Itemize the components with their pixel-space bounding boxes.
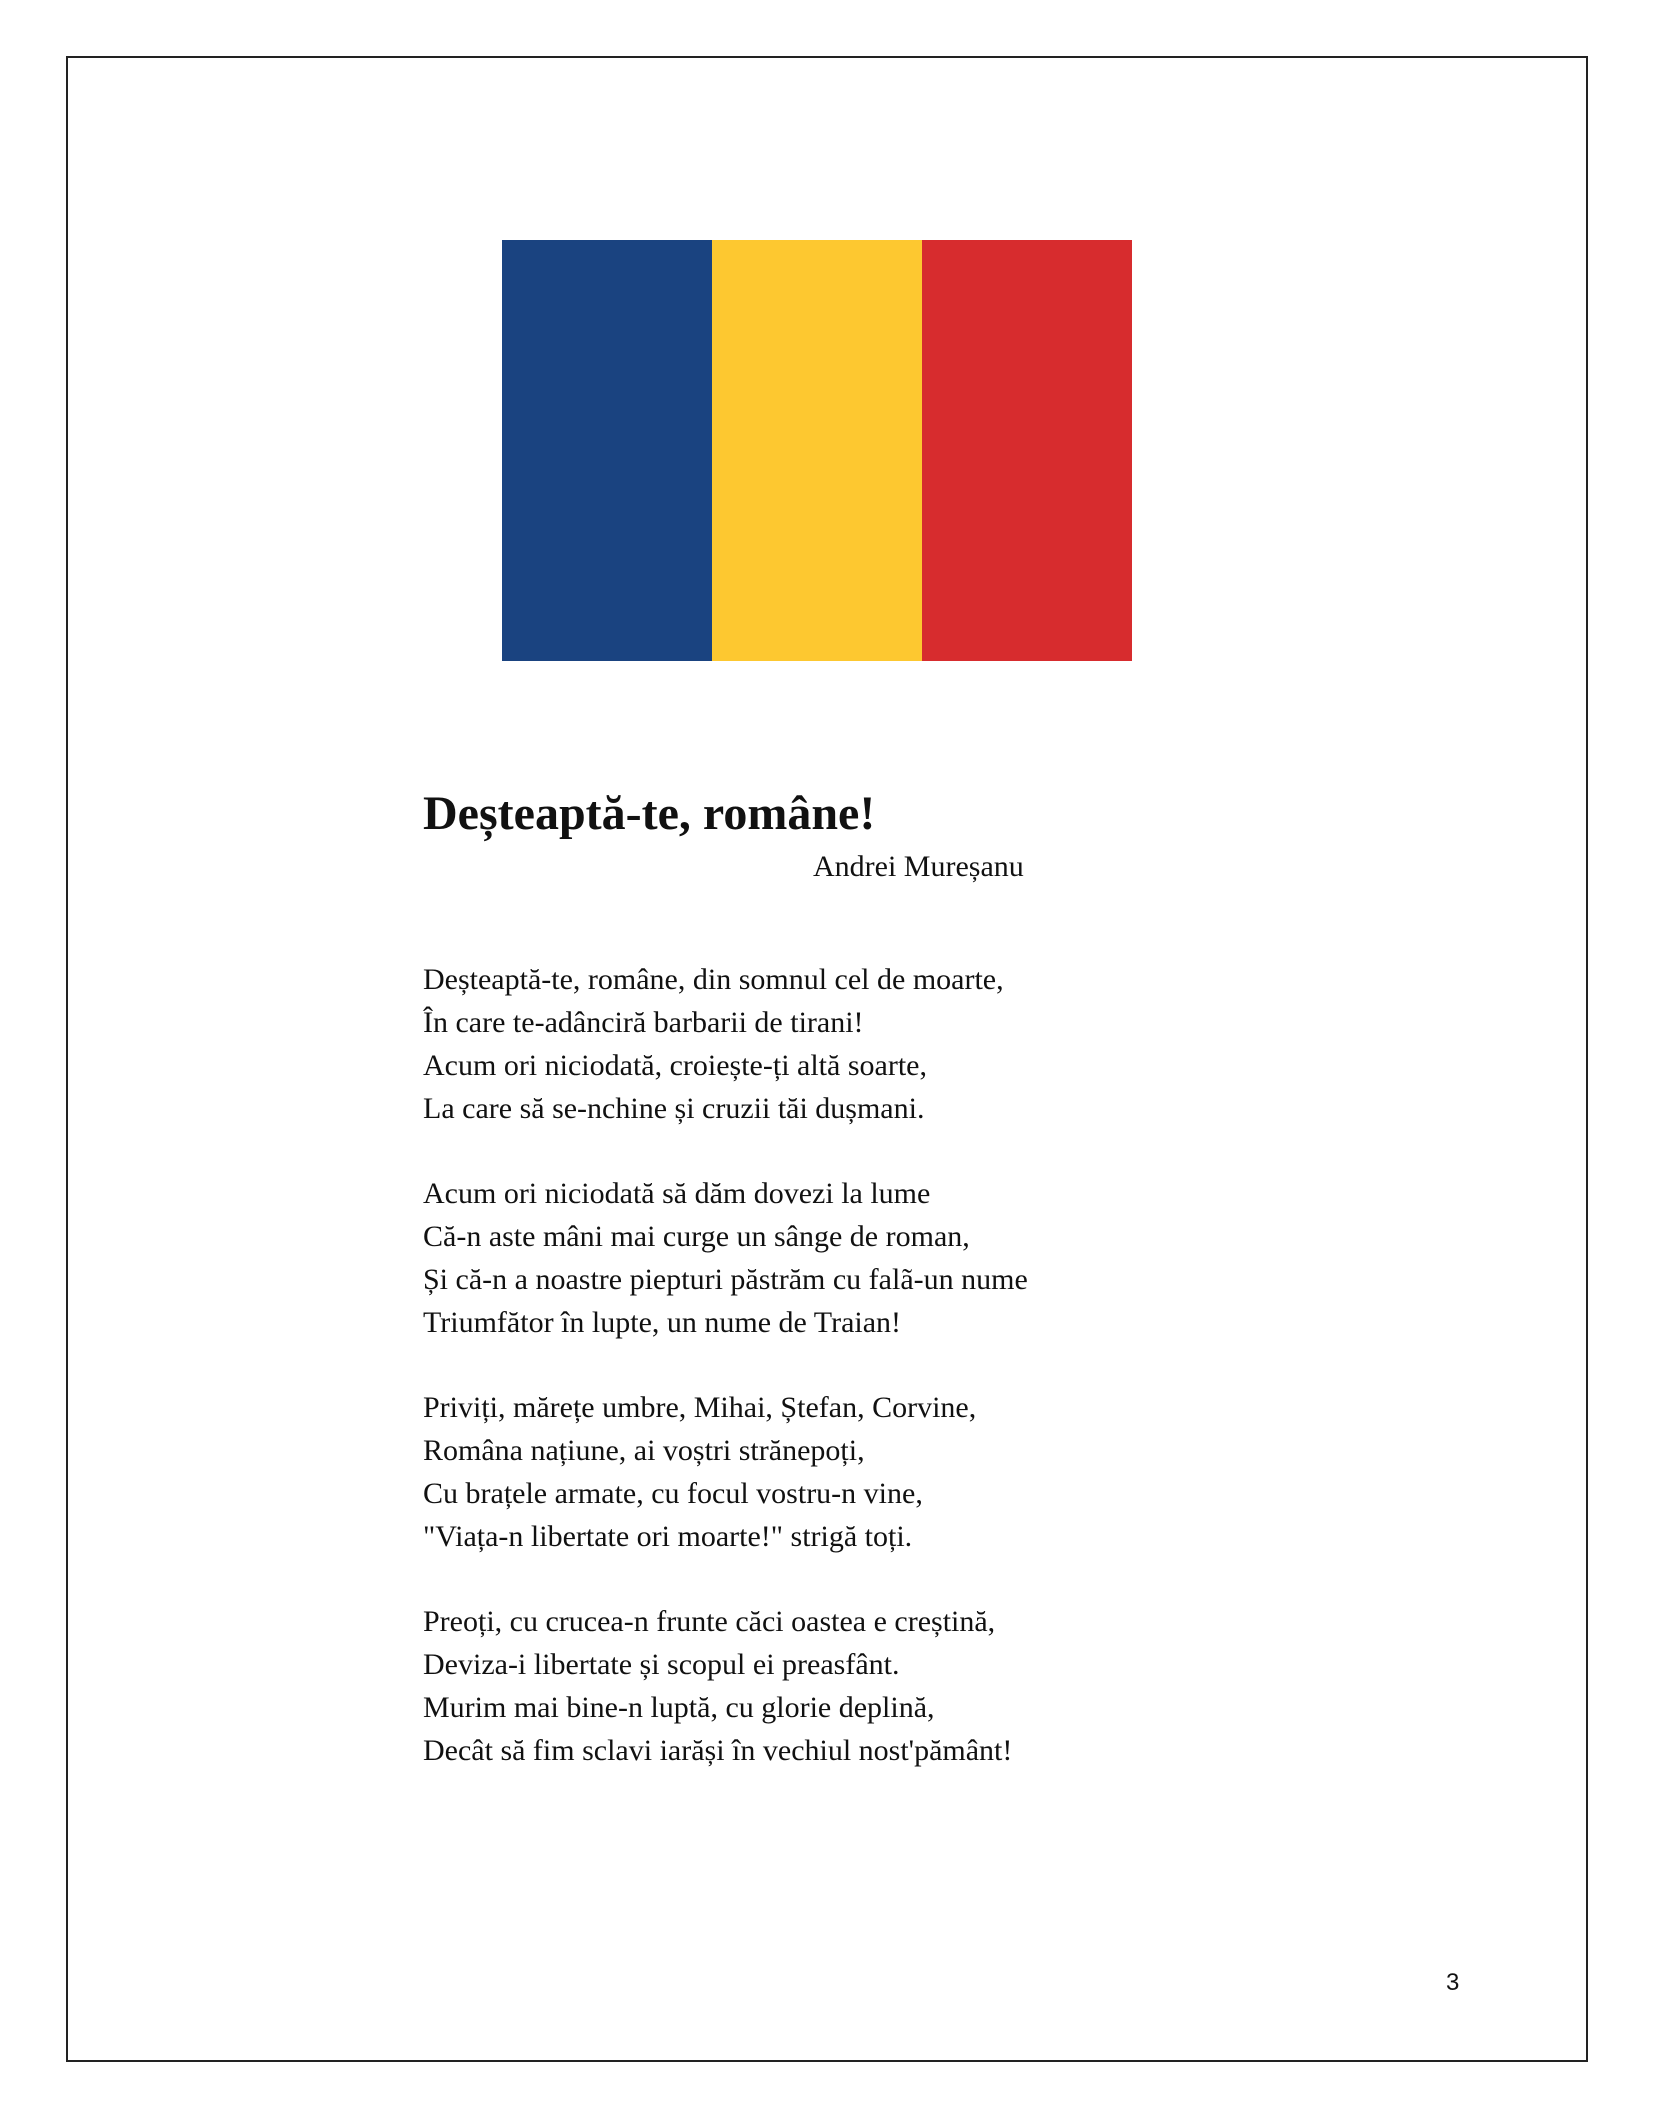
- stanza: [423, 958, 1223, 1130]
- flag-stripe-yellow: [712, 240, 922, 661]
- stanza: [423, 1386, 1223, 1558]
- verse-line: Și că-n a noastre piepturi păstrăm cu falã-un nume: [423, 1263, 1028, 1296]
- verse-line: Decât să fim sclavi iarăși în vechiul nost'pământ!: [423, 1734, 1013, 1767]
- verse-line: Triumfător în lupte, un nume de Traian!: [423, 1306, 902, 1339]
- stanza: [423, 1600, 1223, 1772]
- verse-line: "Viața-n libertate ori moarte!" strigă toți.: [423, 1520, 913, 1553]
- verse-line: Deviza-i libertate și scopul ei preasfânt.: [423, 1648, 900, 1681]
- poem-body: [423, 958, 1223, 1814]
- romanian-flag-image: [502, 240, 1132, 661]
- verse-line: Cu brațele armate, cu focul vostru-n vine,: [423, 1477, 923, 1510]
- stanza: [423, 1172, 1223, 1344]
- verse-line: Deșteaptă-te, române, din somnul cel de moarte,: [423, 963, 1004, 996]
- poem-author: Andrei Mureșanu: [813, 850, 1024, 883]
- page-number: 3: [1446, 1969, 1460, 1996]
- verse-line: Priviți, mărețe umbre, Mihai, Ștefan, Corvine,: [423, 1391, 977, 1424]
- verse-line: Acum ori niciodată, croiește-ți altă soarte,: [423, 1049, 927, 1082]
- poem-title: Deșteaptă-te, române!: [423, 787, 876, 840]
- verse-line: În care te-adânciră barbarii de tirani!: [423, 1006, 864, 1039]
- verse-line: Că-n aste mâni mai curge un sânge de roman,: [423, 1220, 970, 1253]
- flag-stripe-blue: [502, 240, 712, 661]
- verse-line: Murim mai bine-n luptă, cu glorie deplină,: [423, 1691, 935, 1724]
- flag-stripe-red: [922, 240, 1132, 661]
- verse-line: Preoți, cu crucea-n frunte căci oastea e creștină,: [423, 1605, 996, 1638]
- verse-line: Acum ori niciodată să dăm dovezi la lume: [423, 1177, 931, 1210]
- verse-line: Româna națiune, ai voștri strănepoți,: [423, 1434, 865, 1467]
- verse-line: La care să se-nchine și cruzii tăi dușmani.: [423, 1092, 925, 1125]
